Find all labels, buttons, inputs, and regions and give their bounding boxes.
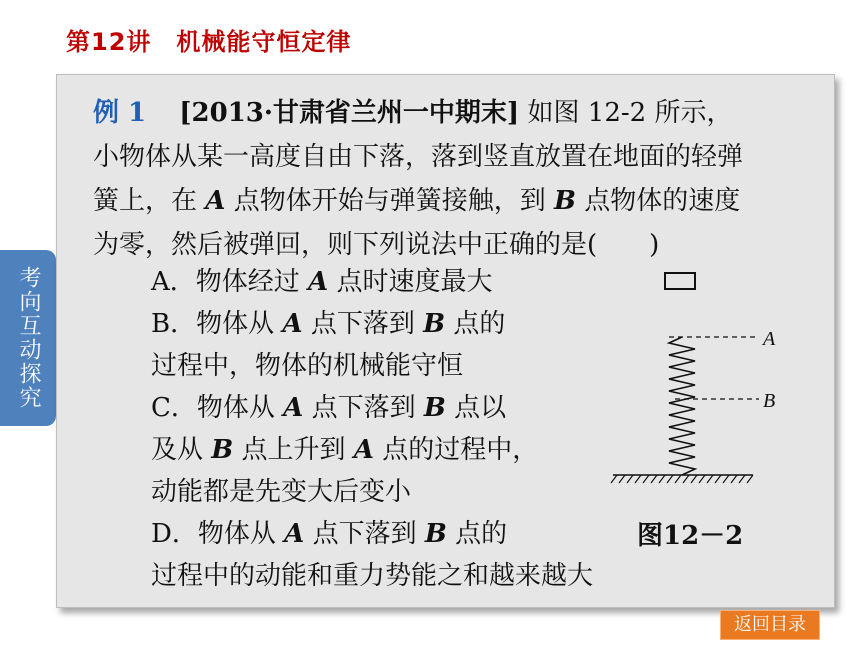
option-text: 点的	[446, 519, 508, 549]
point-a-label: A	[353, 435, 374, 465]
lecture-title: 第12讲 机械能守恒定律	[66, 28, 352, 56]
point-a-label: A	[205, 186, 226, 216]
option-text: 点下落到	[302, 309, 424, 339]
option-text: 点上升到	[233, 435, 354, 465]
point-b-label: B	[423, 309, 446, 339]
section-tab-explore[interactable]	[0, 250, 56, 426]
option-text: 过程中，物体的机械能守恒	[151, 351, 464, 381]
option-text: 点下落到	[304, 519, 425, 549]
spring-diagram	[607, 265, 777, 505]
option-text: 点下落到	[303, 393, 424, 423]
spring	[669, 337, 695, 475]
question-line: 点物体开始与弹簧接触，到	[225, 186, 554, 216]
label-a: A	[763, 328, 776, 350]
option-c[interactable]	[151, 387, 506, 424]
option-c-continued	[151, 471, 411, 508]
point-b-label: B	[423, 393, 446, 423]
option-c-continued	[151, 429, 538, 466]
point-b-label: B	[211, 435, 234, 465]
question-source: [2013·甘肃省兰州一中期末]	[179, 98, 520, 128]
question-line: 点物体的速度	[575, 186, 741, 216]
back-to-contents-button[interactable]: 返回目录	[720, 610, 820, 640]
option-d[interactable]	[151, 513, 507, 550]
question-intro: 如图 12-2 所示，	[527, 98, 733, 128]
section-tab-label: 考向互动探究	[16, 266, 41, 410]
option-text: 点以	[445, 393, 507, 423]
option-text: 点的过程中，	[373, 435, 539, 465]
point-b-label: B	[553, 186, 576, 216]
question-line: 为零，然后被弹回，则下列说法中正确的是( )	[93, 230, 660, 260]
ground-hatch	[611, 475, 753, 483]
option-text: B．物体从	[151, 309, 283, 339]
question-line: 簧上，在	[93, 186, 206, 216]
point-a-label: A	[282, 309, 303, 339]
point-b-label: B	[424, 519, 447, 549]
question-card	[56, 74, 835, 608]
falling-block	[665, 273, 695, 289]
option-text: C．物体从	[151, 393, 284, 423]
question-stem	[93, 91, 808, 267]
option-b[interactable]	[151, 303, 505, 340]
example-tag: 例 1	[93, 98, 147, 128]
point-a-label: A	[308, 267, 329, 297]
option-text: D．物体从	[151, 519, 285, 549]
option-a[interactable]	[151, 261, 493, 298]
option-text: A．物体经过	[151, 267, 309, 297]
point-a-label: A	[283, 393, 304, 423]
label-b: B	[763, 390, 776, 412]
point-a-label: A	[284, 519, 305, 549]
question-line: 小物体从某一高度自由下落，落到竖直放置在地面的轻弹	[93, 142, 744, 172]
option-text: 点的	[445, 309, 506, 339]
option-text: 及从	[151, 435, 212, 465]
option-d-continued	[151, 555, 593, 592]
figure-caption: 图12－2	[637, 521, 744, 551]
option-text: 过程中的动能和重力势能之和越来越大	[151, 561, 594, 591]
option-text: 点时速度最大	[328, 267, 493, 297]
option-text: 动能都是先变大后变小	[151, 477, 412, 507]
option-b-continued	[151, 345, 463, 382]
